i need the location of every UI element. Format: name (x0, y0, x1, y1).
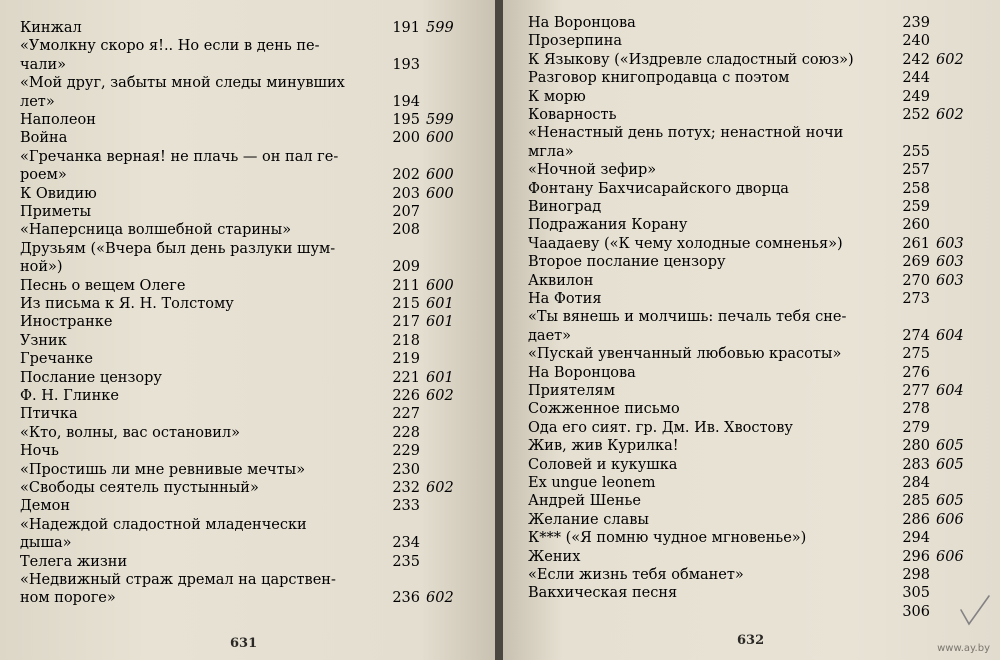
dot-leader (103, 186, 386, 203)
entry-title: дает» (528, 327, 572, 344)
toc-entry (528, 512, 978, 529)
dot-leader (77, 535, 386, 552)
page-number: 273 (902, 291, 930, 307)
entry-title: Фонтану Бахчисарайского дворца (528, 180, 789, 197)
page-number: 249 (902, 88, 930, 105)
toc-entry (528, 107, 978, 124)
dot-leader (133, 554, 386, 571)
entry-title: К морю (528, 88, 586, 105)
entry-title: Жив, жив Курилка! (528, 438, 679, 455)
toc-entry (528, 254, 978, 271)
page-number: 200 (392, 130, 420, 147)
dot-leader (599, 273, 896, 290)
toc-entry (20, 462, 475, 479)
toc-entry-line (20, 241, 475, 258)
page-number: 269 (902, 254, 930, 271)
dot-leader (693, 217, 896, 234)
dot-leader (580, 144, 896, 161)
entry-title: Сожженное письмо (528, 401, 680, 418)
dot-leader (168, 370, 386, 387)
entry-title: Коварность (528, 107, 617, 123)
page-number: 283 (902, 456, 930, 473)
notes-page-number: 600 (426, 185, 454, 202)
entry-title: «Простишь ли мне ревнивые мечты» (20, 461, 306, 478)
toc-entry (20, 167, 475, 184)
notes-page-number: 603 (936, 235, 964, 252)
page-number: 279 (902, 419, 930, 436)
notes-page-number: 599 (426, 20, 454, 36)
dot-leader (647, 493, 896, 510)
toc-entry (20, 296, 475, 313)
toc-entry (528, 70, 978, 87)
dot-leader (73, 333, 386, 350)
page-number: 208 (392, 222, 420, 239)
dot-leader (577, 328, 896, 345)
toc-entry (20, 498, 475, 515)
entry-title: На Воронцова (528, 364, 636, 381)
page-number: 191 (392, 20, 420, 36)
toc-entry (20, 333, 475, 350)
toc-entry-line (20, 75, 475, 92)
notes-page-number: 602 (936, 51, 964, 68)
entry-title: Подражания Корану (528, 217, 688, 234)
page-number: 294 (902, 530, 930, 547)
entry-title: ной») (20, 259, 63, 276)
page-number: 244 (902, 70, 930, 87)
entry-title: Демон (20, 498, 71, 515)
page-number: 240 (902, 33, 930, 50)
entry-title: Чаадаеву («К чему холодные сомненья») (528, 235, 843, 252)
dot-leader (642, 365, 896, 382)
dot-leader (102, 112, 386, 129)
page-number: 236 (392, 590, 420, 607)
dot-leader (795, 70, 896, 87)
notes-page-number: 603 (936, 254, 964, 271)
page-number: 209 (392, 259, 420, 276)
page-number: 202 (392, 167, 420, 184)
entry-title: «Свободы сеятель пустынный» (20, 480, 259, 496)
notes-page-number: 601 (426, 369, 454, 386)
right-page-folio: 632 (737, 633, 765, 648)
toc-entry (20, 278, 475, 295)
toc-entry (528, 328, 978, 345)
toc-entry (20, 57, 475, 74)
entry-title: Телега жизни (20, 553, 128, 570)
watermark: www.ay.by (937, 643, 990, 654)
dot-leader (586, 549, 896, 566)
notes-page-number: 602 (426, 590, 454, 607)
dot-leader (608, 291, 896, 308)
notes-page-number: 600 (426, 130, 454, 147)
entry-title: лет» (20, 93, 55, 110)
page-number: 211 (392, 277, 420, 294)
toc-entry (528, 438, 978, 455)
page-number: 217 (392, 314, 420, 331)
toc-entry (528, 33, 978, 50)
entry-title: Гречанке (20, 351, 94, 368)
toc-entry (20, 406, 475, 423)
page-number: 296 (902, 548, 930, 565)
toc-entry (20, 186, 475, 203)
notes-page-number: 602 (426, 388, 454, 404)
toc-entry (20, 314, 475, 331)
entry-title: Ода его сият. гр. Дм. Ив. Хвостову (528, 419, 793, 436)
dot-leader (61, 94, 386, 111)
toc-entry-line (20, 572, 475, 589)
toc-entry (528, 549, 978, 566)
toc-entry-line (528, 309, 978, 326)
dot-leader (849, 236, 896, 253)
notes-page-number: 604 (936, 327, 964, 344)
dot-leader (311, 462, 386, 479)
toc-entry (528, 567, 978, 584)
toc-entry (20, 222, 475, 239)
entry-title: Друзьям («Вчера был день разлуки шум- (20, 240, 336, 257)
notes-page-number: 605 (936, 493, 964, 510)
entry-title: «Если жизнь тебя обманет» (528, 567, 744, 583)
toc-entry (528, 346, 978, 363)
page-number: 261 (902, 235, 930, 252)
toc-entry (528, 365, 978, 382)
toc-entry (20, 370, 475, 387)
toc-entry (20, 112, 475, 129)
entry-title: Разговор книгопродавца с поэтом (528, 70, 790, 87)
toc-entry (20, 425, 475, 442)
page-number: 298 (902, 567, 930, 583)
dot-leader (732, 254, 896, 271)
notes-page-number: 601 (426, 296, 454, 312)
page-number: 284 (902, 475, 930, 491)
entry-title: Желание славы (528, 511, 649, 528)
entry-title: Ф. Н. Глинке (20, 388, 119, 404)
dot-leader (191, 278, 386, 295)
dot-leader (685, 438, 896, 455)
toc-entry (20, 480, 475, 497)
entry-title: «Ненастный день потух; ненастной ночи (528, 125, 844, 142)
dot-leader (99, 351, 386, 368)
page-number: 194 (392, 93, 420, 110)
page-number: 255 (902, 143, 930, 160)
entry-title: «Пускай увенчанный любовью красоты» (528, 346, 842, 363)
toc-entry (528, 89, 978, 106)
page-number: 235 (392, 553, 420, 570)
page-number: 286 (902, 511, 930, 528)
entry-title: Андрей Шенье (528, 493, 641, 510)
notes-page-number: 602 (426, 480, 454, 496)
page-number: 259 (902, 199, 930, 215)
dot-leader (265, 480, 386, 497)
entry-title: «Надеждой сладостной младенчески (20, 516, 307, 533)
entry-title: Приметы (20, 204, 92, 220)
entry-title: «Мой друг, забыты мной следы минувших (20, 75, 345, 92)
entry-title: Наполеон (20, 112, 96, 128)
page-number: 219 (392, 351, 420, 368)
entry-title: чали» (20, 56, 66, 73)
toc-entry-line (528, 125, 978, 142)
dot-leader (642, 15, 896, 32)
entry-title: Война (20, 130, 68, 147)
dot-leader (812, 530, 896, 547)
notes-page-number: 605 (936, 438, 964, 455)
page-number: 280 (902, 438, 930, 455)
page-number: 252 (902, 107, 930, 123)
entry-title: мгла» (528, 143, 574, 160)
dot-leader (65, 443, 386, 460)
toc-entry (528, 217, 978, 234)
dot-leader (534, 604, 896, 621)
page-number: 227 (392, 406, 420, 423)
page-number: 285 (902, 493, 930, 510)
notes-page-number: 600 (426, 167, 454, 184)
page-number: 306 (902, 603, 930, 620)
entry-title: На Фотия (528, 291, 602, 307)
page-number: 207 (392, 204, 420, 220)
dot-leader (72, 57, 386, 74)
page-number: 239 (902, 15, 930, 31)
entry-title: «Ночной зефир» (528, 162, 657, 179)
dot-leader (73, 130, 386, 147)
toc-entry (528, 530, 978, 547)
page-number: 203 (392, 185, 420, 202)
entry-title: «Ты вянешь и молчишь: печаль тебя сне- (528, 309, 847, 326)
toc-entry (528, 15, 978, 32)
entry-title: Ex ungue leonem (528, 475, 656, 491)
page-number: 305 (902, 585, 930, 602)
entry-title: «Наперсница волшебной старины» (20, 222, 292, 239)
dot-leader (622, 107, 896, 124)
dot-leader (607, 199, 896, 216)
dot-leader (683, 457, 896, 474)
notes-page-number: 606 (936, 511, 964, 528)
toc-entry (20, 535, 475, 552)
entry-title: К*** («Я помню чудное мгновенье») (528, 530, 807, 547)
notes-page-number: 604 (936, 383, 964, 399)
toc-entry (20, 204, 475, 221)
page-number: 218 (392, 332, 420, 349)
page-number: 215 (392, 296, 420, 312)
toc-entry (528, 457, 978, 474)
page-number: 234 (392, 535, 420, 552)
page-number: 274 (902, 327, 930, 344)
toc-entry (528, 383, 978, 400)
pencil-check-mark-icon (955, 590, 995, 630)
entry-title: Узник (20, 332, 67, 349)
entry-title: К Овидию (20, 185, 97, 202)
book-gutter (495, 0, 503, 660)
notes-page-number: 599 (426, 112, 454, 128)
entry-title: «Недвижный страж дремал на царствен- (20, 572, 336, 588)
dot-leader (246, 425, 386, 442)
entry-title: Иностранке (20, 314, 113, 331)
page-number: 193 (392, 56, 420, 73)
toc-entry (528, 273, 978, 290)
toc-entry (528, 162, 978, 179)
notes-page-number: 605 (936, 456, 964, 473)
toc-entry (528, 291, 978, 308)
entry-title: ном пороге» (20, 590, 116, 607)
entry-title: Приятелям (528, 383, 615, 399)
toc-entry (528, 199, 978, 216)
toc-entry (20, 443, 475, 460)
notes-page-number: 601 (426, 314, 454, 331)
toc-entry (20, 94, 475, 111)
dot-leader (799, 420, 896, 437)
page-number: 258 (902, 180, 930, 197)
entry-title: Послание цензору (20, 369, 162, 386)
dot-leader (662, 162, 896, 179)
notes-page-number: 603 (936, 272, 964, 289)
dot-leader (750, 567, 896, 584)
entry-title: Ночь (20, 443, 59, 460)
toc-entry (20, 130, 475, 147)
page-number: 229 (392, 443, 420, 460)
dot-leader (686, 401, 896, 418)
entry-title: Виноград (528, 199, 602, 215)
dot-leader (655, 512, 896, 529)
dot-leader (69, 259, 386, 276)
toc-entry (528, 401, 978, 418)
entry-title: Прозерпина (528, 33, 623, 50)
entry-title: роем» (20, 167, 67, 184)
entry-title: «Умолкну скоро я!.. Но если в день пе- (20, 38, 320, 55)
dot-leader (847, 346, 896, 363)
page-number: 276 (902, 364, 930, 381)
entry-title: «Гречанка верная! не плачь — он пал ге- (20, 148, 339, 165)
page-number: 232 (392, 480, 420, 496)
page-number: 277 (902, 383, 930, 399)
toc-entry (528, 236, 978, 253)
entry-title: Из письма к Я. Н. Толстому (20, 296, 234, 312)
dot-leader (683, 585, 896, 602)
page-number: 275 (902, 346, 930, 363)
toc-entry (20, 351, 475, 368)
dot-leader (297, 222, 386, 239)
dot-leader (122, 590, 386, 607)
page-number: 242 (902, 51, 930, 68)
toc-entry (528, 493, 978, 510)
dot-leader (661, 475, 896, 492)
toc-entry (528, 585, 978, 602)
dot-leader (795, 181, 896, 198)
dot-leader (84, 406, 386, 423)
dot-leader (118, 314, 386, 331)
page-number: 270 (902, 272, 930, 289)
entry-title: Песнь о вещем Олеге (20, 277, 186, 294)
entry-title: Второе послание цензору (528, 254, 726, 271)
entry-title: К Языкову («Издревле сладостный союз») (528, 51, 854, 68)
toc-entry-line (20, 38, 475, 55)
toc-entry-line (20, 517, 475, 534)
entry-title: Кинжал (20, 20, 82, 36)
notes-page-number: 602 (936, 107, 964, 123)
toc-entry (528, 475, 978, 492)
page-number: 226 (392, 388, 420, 404)
entry-title: Птичка (20, 406, 78, 423)
dot-leader (76, 498, 386, 515)
dot-leader (628, 33, 896, 50)
toc-entry (20, 590, 475, 607)
toc-entry (20, 20, 475, 37)
dot-leader (621, 383, 896, 400)
entry-title: Аквилон (528, 272, 594, 289)
page-number: 278 (902, 401, 930, 418)
dot-leader (592, 89, 896, 106)
notes-page-number: 606 (936, 548, 964, 565)
toc-entry (528, 144, 978, 161)
entry-title: «Кто, волны, вас остановил» (20, 424, 240, 441)
page-number: 233 (392, 498, 420, 515)
notes-page-number: 600 (426, 277, 454, 294)
dot-leader (97, 204, 386, 221)
entry-title: дыша» (20, 535, 72, 552)
toc-entry (20, 554, 475, 571)
page-number: 195 (392, 112, 420, 128)
dot-leader (88, 20, 386, 37)
dot-leader (125, 388, 386, 405)
toc-entry-line (20, 149, 475, 166)
toc-entry (528, 52, 978, 69)
entry-title: Вакхическая песня (528, 585, 678, 602)
toc-entry (528, 604, 978, 621)
page-number: 257 (902, 162, 930, 179)
entry-title: На Воронцова (528, 15, 636, 31)
left-page-folio: 631 (230, 636, 258, 651)
entry-title: Жених (528, 548, 581, 565)
toc-entry (20, 388, 475, 405)
page-number: 221 (392, 369, 420, 386)
page-number: 228 (392, 424, 420, 441)
entry-title: Соловей и кукушка (528, 456, 678, 473)
toc-entry (20, 259, 475, 276)
dot-leader (240, 296, 386, 313)
toc-entry (528, 420, 978, 437)
dot-leader (73, 167, 386, 184)
toc-entry (528, 181, 978, 198)
page-number: 230 (392, 461, 420, 478)
page-number: 260 (902, 217, 930, 234)
